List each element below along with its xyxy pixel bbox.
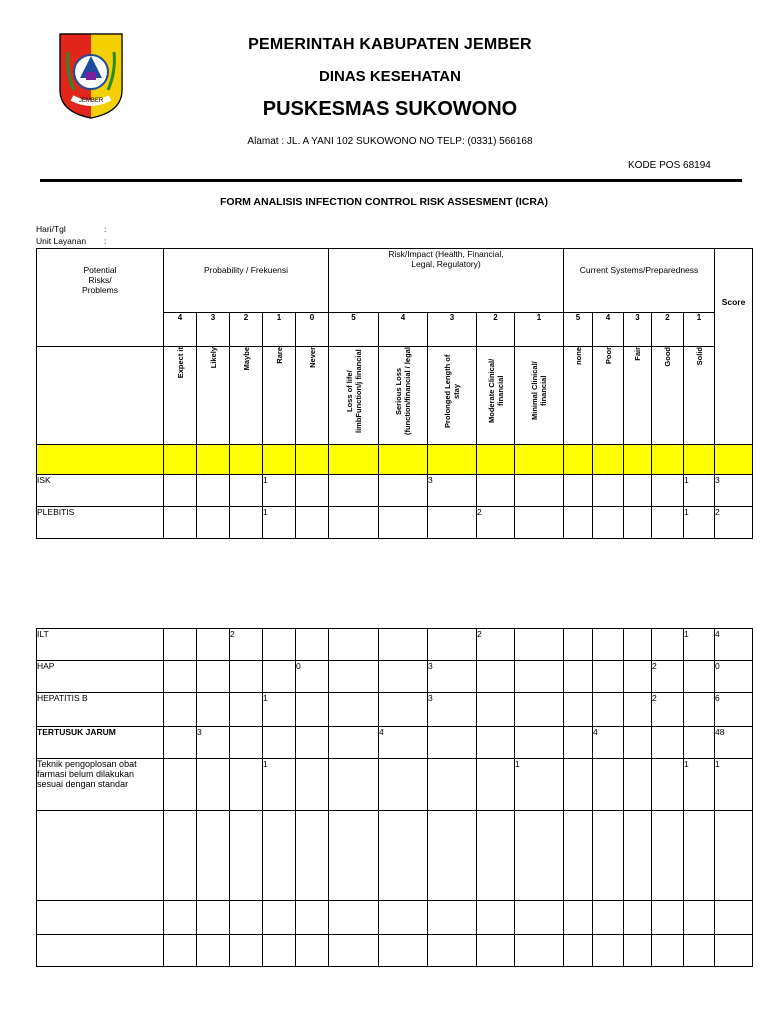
value-cell — [164, 475, 197, 507]
highlight-cell — [477, 445, 515, 475]
empty-cell — [515, 811, 564, 901]
weight-cell: 4 — [593, 313, 624, 347]
value-cell — [477, 759, 515, 811]
value-cell: 1 — [684, 475, 715, 507]
value-cell: 1 — [684, 507, 715, 539]
risk-name-cell: ISK — [37, 475, 164, 507]
subheader-cell — [652, 347, 684, 445]
weight-cell: 2 — [230, 313, 263, 347]
empty-cell — [296, 811, 329, 901]
weight-cell: 3 — [428, 313, 477, 347]
subheader-blank-cell — [37, 347, 164, 445]
weight-cell: 2 — [477, 313, 515, 347]
value-cell — [624, 661, 652, 693]
value-cell — [652, 727, 684, 759]
empty-cell — [624, 901, 652, 935]
empty-cell — [263, 935, 296, 967]
value-cell — [593, 629, 624, 661]
empty-cell — [593, 901, 624, 935]
value-cell — [428, 629, 477, 661]
highlight-cell — [428, 445, 477, 475]
value-cell — [624, 475, 652, 507]
value-cell — [428, 507, 477, 539]
empty-cell — [230, 901, 263, 935]
header-department-name: DINAS KESEHATAN — [319, 68, 461, 85]
empty-row — [37, 901, 753, 935]
highlight-cell — [329, 445, 379, 475]
value-cell — [684, 727, 715, 759]
empty-cell — [684, 811, 715, 901]
empty-cell — [197, 811, 230, 901]
header-postal-code: KODE POS 68194 — [628, 160, 711, 171]
value-cell — [564, 727, 593, 759]
subheader-cell — [477, 347, 515, 445]
score-cell: 3 — [715, 475, 753, 507]
value-cell — [296, 727, 329, 759]
subheader-label: Likely — [208, 347, 218, 369]
subheader-label: Fair — [633, 347, 642, 361]
weight-cell: 0 — [296, 313, 329, 347]
value-cell — [197, 629, 230, 661]
score-cell: 0 — [715, 661, 753, 693]
value-cell — [652, 629, 684, 661]
highlight-cell — [624, 445, 652, 475]
empty-cell — [428, 901, 477, 935]
value-cell — [652, 475, 684, 507]
weight-cell: 1 — [684, 313, 715, 347]
weight-cell: 5 — [329, 313, 379, 347]
value-cell — [197, 661, 230, 693]
empty-cell — [564, 811, 593, 901]
value-cell: 1 — [684, 629, 715, 661]
subheader-cell — [230, 347, 263, 445]
value-cell — [379, 507, 428, 539]
value-cell — [197, 693, 230, 727]
value-cell — [263, 629, 296, 661]
empty-cell — [593, 935, 624, 967]
table-row — [37, 629, 753, 661]
header-government-name: PEMERINTAH KABUPATEN JEMBER — [248, 36, 532, 53]
probability-header: Probability / Frekuensi — [164, 249, 329, 313]
subheader-cell — [515, 347, 564, 445]
value-cell — [296, 759, 329, 811]
value-cell — [564, 693, 593, 727]
empty-cell — [477, 811, 515, 901]
value-cell — [593, 661, 624, 693]
risk-name-cell: ILT — [37, 629, 164, 661]
subheader-label: Good — [663, 347, 672, 367]
empty-cell — [37, 935, 164, 967]
value-cell — [379, 661, 428, 693]
value-cell — [684, 693, 715, 727]
value-cell — [329, 727, 379, 759]
risk-name-cell: HEPATITIS B — [37, 693, 164, 727]
subheader-cell — [329, 347, 379, 445]
value-cell — [564, 629, 593, 661]
empty-cell — [715, 811, 753, 901]
table-row — [37, 693, 753, 727]
value-cell: 4 — [593, 727, 624, 759]
empty-cell — [684, 901, 715, 935]
empty-cell — [477, 935, 515, 967]
header-divider — [40, 179, 742, 182]
value-cell — [296, 475, 329, 507]
score-header: Score — [715, 249, 753, 445]
value-cell: 1 — [515, 759, 564, 811]
value-cell — [564, 661, 593, 693]
value-cell — [230, 727, 263, 759]
value-cell: 2 — [230, 629, 263, 661]
value-cell — [164, 727, 197, 759]
value-cell — [230, 475, 263, 507]
form-unit-label: Unit Layanan — [36, 236, 87, 246]
value-cell — [652, 507, 684, 539]
header-puskesmas-name: PUSKESMAS SUKOWONO — [262, 98, 518, 120]
value-cell: 3 — [428, 475, 477, 507]
value-cell — [329, 759, 379, 811]
empty-cell — [296, 935, 329, 967]
subheader-label: Moderate Clinical/ financial — [486, 358, 505, 424]
jember-crest-logo — [58, 32, 124, 120]
value-cell: 1 — [263, 693, 296, 727]
value-cell — [379, 693, 428, 727]
icra-table-top — [36, 248, 753, 539]
value-cell — [477, 727, 515, 759]
value-cell — [652, 759, 684, 811]
subheader-label: Serious Loss (function/financial / legal — [394, 347, 412, 435]
value-cell — [515, 475, 564, 507]
empty-cell — [652, 811, 684, 901]
score-cell: 1 — [715, 759, 753, 811]
risk-name-cell: Teknik pengoplosan obat farmasi belum dilakukan sesuai dengan standar — [37, 759, 164, 811]
highlight-cell — [715, 445, 753, 475]
value-cell — [515, 507, 564, 539]
form-title: FORM ANALISIS INFECTION CONTROL RISK ASSESMENT (ICRA) — [219, 196, 549, 208]
weight-cell: 5 — [564, 313, 593, 347]
value-cell: 2 — [652, 661, 684, 693]
highlight-cell — [652, 445, 684, 475]
score-cell: 6 — [715, 693, 753, 727]
table-row — [37, 727, 753, 759]
empty-cell — [37, 811, 164, 901]
highlight-cell — [684, 445, 715, 475]
highlight-cell — [263, 445, 296, 475]
empty-cell — [37, 901, 164, 935]
value-cell — [624, 693, 652, 727]
score-cell: 4 — [715, 629, 753, 661]
table-row — [37, 507, 753, 539]
empty-cell — [164, 935, 197, 967]
value-cell — [428, 759, 477, 811]
value-cell — [593, 475, 624, 507]
score-cell: 48 — [715, 727, 753, 759]
empty-cell — [230, 935, 263, 967]
empty-cell — [715, 901, 753, 935]
highlight-cell — [564, 445, 593, 475]
value-cell — [624, 629, 652, 661]
empty-row — [37, 811, 753, 901]
highlight-cell — [230, 445, 263, 475]
value-cell — [624, 507, 652, 539]
empty-cell — [624, 935, 652, 967]
value-cell: 1 — [263, 475, 296, 507]
value-cell — [593, 693, 624, 727]
weight-cell: 1 — [515, 313, 564, 347]
subheader-label: none — [573, 347, 583, 365]
value-cell — [230, 661, 263, 693]
potential-risks-header: Potential Risks/ Problems — [37, 249, 164, 347]
highlight-cell — [164, 445, 197, 475]
empty-cell — [477, 901, 515, 935]
risk-name-cell: PLEBITIS — [37, 507, 164, 539]
value-cell — [197, 759, 230, 811]
value-cell: 0 — [296, 661, 329, 693]
value-cell — [477, 475, 515, 507]
subheader-cell — [684, 347, 715, 445]
empty-cell — [296, 901, 329, 935]
value-cell — [296, 507, 329, 539]
risk-name-cell: TERTUSUK JARUM — [37, 727, 164, 759]
value-cell: 2 — [477, 629, 515, 661]
empty-cell — [230, 811, 263, 901]
subheader-cell — [379, 347, 428, 445]
icra-table-bottom — [36, 628, 753, 967]
empty-cell — [329, 811, 379, 901]
value-cell — [515, 727, 564, 759]
subheader-label: Loss of life/ limbFunction/j financial — [344, 349, 363, 433]
subheader-cell — [564, 347, 593, 445]
empty-cell — [164, 811, 197, 901]
value-cell — [593, 507, 624, 539]
value-cell — [164, 507, 197, 539]
subheader-label: Prolonged Length of stay — [443, 354, 461, 428]
value-cell: 1 — [263, 759, 296, 811]
value-cell — [564, 759, 593, 811]
subheader-cell — [624, 347, 652, 445]
empty-cell — [515, 935, 564, 967]
empty-cell — [197, 901, 230, 935]
value-cell: 3 — [428, 661, 477, 693]
score-cell: 2 — [715, 507, 753, 539]
subheader-cell — [164, 347, 197, 445]
empty-cell — [379, 811, 428, 901]
subheader-cell — [197, 347, 230, 445]
value-cell — [329, 629, 379, 661]
value-cell — [379, 629, 428, 661]
empty-cell — [684, 935, 715, 967]
weight-cell: 2 — [652, 313, 684, 347]
subheader-label: Maybe — [241, 347, 251, 371]
form-date-colon: : — [104, 224, 107, 234]
value-cell — [230, 693, 263, 727]
value-cell: 2 — [652, 693, 684, 727]
empty-cell — [624, 811, 652, 901]
empty-cell — [652, 901, 684, 935]
form-unit-colon: : — [104, 236, 107, 246]
svg-text:JEMBER: JEMBER — [78, 98, 104, 104]
value-cell — [263, 661, 296, 693]
value-cell — [329, 661, 379, 693]
subheader-label: Minimal Clinical/ financial — [530, 361, 548, 421]
value-cell: 3 — [428, 693, 477, 727]
empty-cell — [515, 901, 564, 935]
empty-row — [37, 935, 753, 967]
subheader-label: Solid — [694, 347, 704, 366]
empty-cell — [329, 901, 379, 935]
value-cell — [230, 759, 263, 811]
empty-cell — [564, 901, 593, 935]
value-cell — [624, 727, 652, 759]
empty-cell — [164, 901, 197, 935]
value-cell — [593, 759, 624, 811]
value-cell — [515, 629, 564, 661]
value-cell: 4 — [379, 727, 428, 759]
empty-cell — [593, 811, 624, 901]
subheader-cell — [296, 347, 329, 445]
subheader-label: Expect it — [175, 347, 185, 379]
value-cell: 3 — [197, 727, 230, 759]
value-cell — [197, 507, 230, 539]
weight-cell: 4 — [164, 313, 197, 347]
empty-cell — [428, 935, 477, 967]
value-cell: 2 — [477, 507, 515, 539]
highlight-cell — [593, 445, 624, 475]
value-cell — [164, 629, 197, 661]
value-cell — [684, 661, 715, 693]
value-cell — [379, 475, 428, 507]
value-cell — [329, 507, 379, 539]
subheader-label: Rare — [274, 347, 284, 364]
header-address: Alamat : JL. A YANI 102 SUKOWONO NO TELP: (0331) 566168 — [247, 136, 533, 147]
value-cell — [379, 759, 428, 811]
weight-cell: 1 — [263, 313, 296, 347]
subheader-label: Poor — [603, 347, 613, 365]
value-cell — [329, 475, 379, 507]
value-cell — [164, 759, 197, 811]
value-cell — [296, 693, 329, 727]
empty-cell — [379, 901, 428, 935]
value-cell — [296, 629, 329, 661]
weight-cell: 3 — [197, 313, 230, 347]
value-cell — [515, 693, 564, 727]
value-cell — [477, 693, 515, 727]
table-row — [37, 759, 753, 811]
subheader-cell — [263, 347, 296, 445]
value-cell — [263, 727, 296, 759]
empty-cell — [715, 935, 753, 967]
current-systems-header: Current Systems/Preparedness — [564, 249, 715, 313]
subheader-cell — [593, 347, 624, 445]
highlight-cell — [197, 445, 230, 475]
highlight-cell — [296, 445, 329, 475]
value-cell — [624, 759, 652, 811]
empty-cell — [652, 935, 684, 967]
form-unit-field — [36, 236, 107, 246]
value-cell — [197, 475, 230, 507]
subheader-label: Never — [307, 347, 317, 368]
value-cell: 1 — [263, 507, 296, 539]
value-cell — [164, 661, 197, 693]
value-cell — [564, 475, 593, 507]
empty-cell — [263, 811, 296, 901]
value-cell: 1 — [684, 759, 715, 811]
value-cell — [230, 507, 263, 539]
form-date-label: Hari/Tgl — [36, 224, 66, 234]
highlight-cell — [379, 445, 428, 475]
weight-cell: 4 — [379, 313, 428, 347]
value-cell — [515, 661, 564, 693]
empty-cell — [428, 811, 477, 901]
risk-name-cell: HAP — [37, 661, 164, 693]
empty-cell — [197, 935, 230, 967]
value-cell — [428, 727, 477, 759]
table-row — [37, 661, 753, 693]
value-cell — [329, 693, 379, 727]
empty-cell — [329, 935, 379, 967]
form-date-field — [36, 224, 107, 234]
empty-cell — [263, 901, 296, 935]
table-row — [37, 475, 753, 507]
value-cell — [477, 661, 515, 693]
risk-impact-header: Risk/Impact (Health, Financial, Legal, Regulatory) — [329, 249, 564, 313]
highlight-cell — [515, 445, 564, 475]
value-cell — [164, 693, 197, 727]
weight-cell: 3 — [624, 313, 652, 347]
highlight-cell — [37, 445, 164, 475]
empty-cell — [379, 935, 428, 967]
empty-cell — [564, 935, 593, 967]
subheader-cell — [428, 347, 477, 445]
value-cell — [564, 507, 593, 539]
